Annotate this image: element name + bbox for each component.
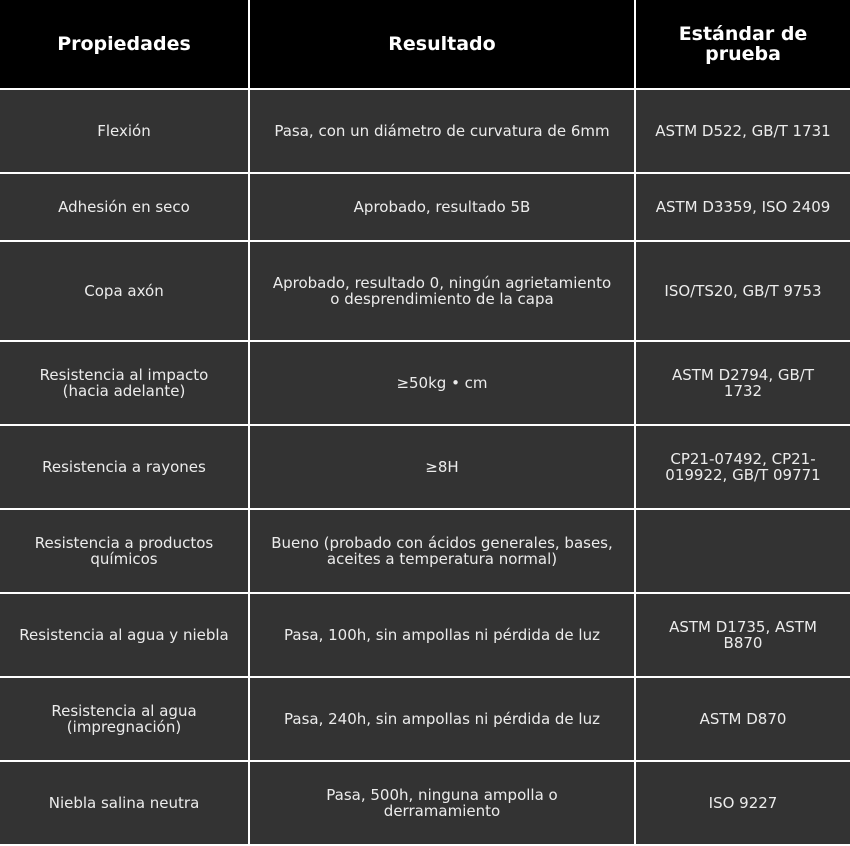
table-row [0,509,850,593]
cell-standard: ASTM D522, GB/T 1731 [635,89,850,173]
cell-standard: ASTM D2794, GB/T 1732 [635,341,850,425]
cell-standard [635,509,850,593]
cell-result: Pasa, 500h, ninguna ampolla o derramamiento [249,761,635,845]
cell-property: Resistencia al agua (impregnación) [0,677,249,761]
cell-property: Resistencia a productos químicos [0,509,249,593]
cell-result: ≥50kg • cm [249,341,635,425]
table-row [0,173,850,241]
table-body [0,89,850,845]
table-header [0,0,850,89]
cell-property: Resistencia a rayones [0,425,249,509]
cell-property: Resistencia al agua y niebla [0,593,249,677]
cell-standard: ISO/TS20, GB/T 9753 [635,241,850,341]
cell-standard: ASTM D3359, ISO 2409 [635,173,850,241]
cell-property: Adhesión en seco [0,173,249,241]
header-propiedades: Propiedades [0,0,249,89]
cell-result: Pasa, con un diámetro de curvatura de 6mm [249,89,635,173]
cell-standard: ISO 9227 [635,761,850,845]
header-estandar: Estándar de prueba [635,0,850,89]
cell-standard: CP21-07492, CP21-019922, GB/T 09771 [635,425,850,509]
table-row [0,425,850,509]
cell-result: Aprobado, resultado 0, ningún agrietamiento o desprendimiento de la capa [249,241,635,341]
header-row [0,0,850,89]
table-row [0,593,850,677]
cell-result: Aprobado, resultado 5B [249,173,635,241]
cell-property: Niebla salina neutra [0,761,249,845]
table-row [0,89,850,173]
header-resultado: Resultado [249,0,635,89]
cell-property: Copa axón [0,241,249,341]
cell-result: Pasa, 240h, sin ampollas ni pérdida de luz [249,677,635,761]
cell-result: ≥8H [249,425,635,509]
table-row [0,677,850,761]
table-row [0,341,850,425]
cell-property: Flexión [0,89,249,173]
cell-standard: ASTM D1735, ASTM B870 [635,593,850,677]
cell-result: Pasa, 100h, sin ampollas ni pérdida de luz [249,593,635,677]
cell-standard: ASTM D870 [635,677,850,761]
table-row [0,241,850,341]
cell-property: Resistencia al impacto (hacia adelante) [0,341,249,425]
table-row [0,761,850,845]
cell-result: Bueno (probado con ácidos generales, bases, aceites a temperatura normal) [249,509,635,593]
